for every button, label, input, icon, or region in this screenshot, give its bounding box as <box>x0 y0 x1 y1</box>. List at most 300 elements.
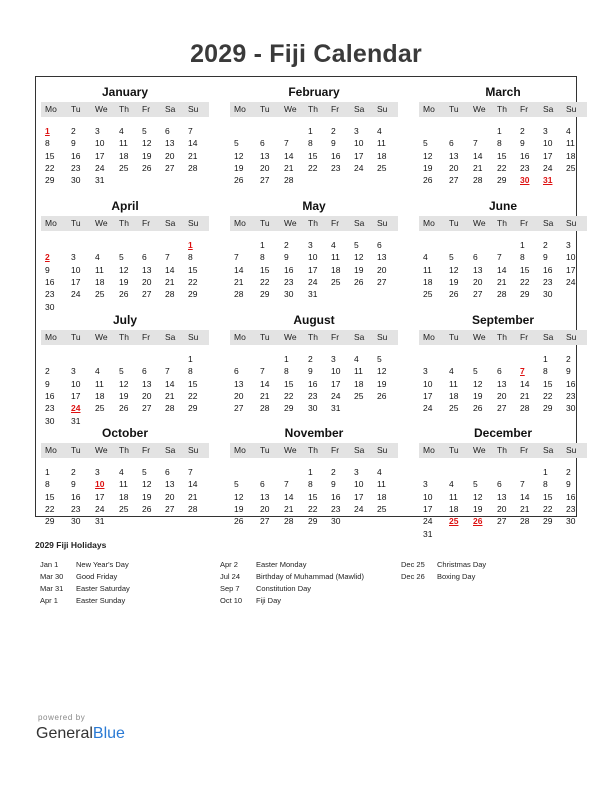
month-name: May <box>302 199 326 213</box>
day-cell: 5 <box>119 366 124 377</box>
day-cell: 15 <box>260 264 270 275</box>
weekday-label: Fr <box>520 445 529 455</box>
day-cell: 25 <box>423 289 433 300</box>
weekday-label: Tu <box>71 218 81 228</box>
month-may <box>230 199 398 309</box>
day-cell: 22 <box>45 162 55 173</box>
weekday-label: Fr <box>331 332 340 342</box>
day-cell: 12 <box>119 264 129 275</box>
day-cell: 23 <box>331 503 341 514</box>
day-cell: 12 <box>234 491 244 502</box>
day-cell: 11 <box>423 264 432 275</box>
weekday-label: We <box>284 445 297 455</box>
day-cell: 11 <box>449 378 458 389</box>
weekday-label: Th <box>308 332 318 342</box>
day-cell: 4 <box>119 126 124 136</box>
day-cell: 25 <box>119 503 129 514</box>
day-cell: 11 <box>377 479 386 490</box>
day-cell: 19 <box>354 264 364 275</box>
day-cell: 25 <box>95 403 105 414</box>
day-cell: 15 <box>543 378 553 389</box>
day-cell: 9 <box>284 252 289 263</box>
day-cell: 19 <box>142 491 152 502</box>
day-cell: 17 <box>354 150 364 161</box>
day-cell: 17 <box>308 264 318 275</box>
weekday-label: Tu <box>71 445 81 455</box>
day-cell: 16 <box>520 150 530 161</box>
weekday-label: We <box>95 104 108 114</box>
day-cell: 1 <box>543 467 548 477</box>
day-cell: 26 <box>423 175 433 186</box>
month-february <box>230 85 398 195</box>
weekday-label: We <box>473 218 486 228</box>
day-cell: 13 <box>234 378 244 389</box>
weekday-label: Fr <box>520 218 529 228</box>
day-cell: 28 <box>284 175 294 186</box>
day-cell: 5 <box>234 479 239 490</box>
weekday-label: Th <box>308 218 318 228</box>
weekday-label: Th <box>119 445 129 455</box>
day-cell: 16 <box>331 150 341 161</box>
day-cell: 11 <box>119 138 128 149</box>
day-cell: 26 <box>354 276 364 287</box>
day-cell: 25 <box>95 289 105 300</box>
day-cell: 23 <box>566 503 576 514</box>
day-cell: 31 <box>95 175 105 186</box>
day-cell: 27 <box>377 276 387 287</box>
weekday-label: Sa <box>543 445 554 455</box>
day-cell: 22 <box>260 276 270 287</box>
month-name: February <box>288 85 340 99</box>
day-cell: 2 <box>566 467 571 477</box>
day-cell: 11 <box>354 366 363 377</box>
day-cell: 10 <box>566 252 576 263</box>
day-cell: 21 <box>234 276 244 287</box>
day-cell: 2 <box>71 467 76 477</box>
month-december <box>419 426 587 539</box>
holiday-date: Sep 7 <box>220 584 240 593</box>
day-cell: 25 <box>331 276 341 287</box>
weekday-label: Sa <box>354 218 365 228</box>
weekday-header-row <box>230 216 398 231</box>
weekday-label: Su <box>566 218 577 228</box>
day-cell: 30 <box>284 289 294 300</box>
day-cell: 7 <box>284 138 289 149</box>
day-cell: 18 <box>119 491 129 502</box>
day-cell: 9 <box>71 479 76 490</box>
day-cell: 10 <box>95 138 105 149</box>
day-cell: 18 <box>119 150 129 161</box>
day-cell: 12 <box>449 264 459 275</box>
day-cell: 17 <box>566 264 576 275</box>
day-cell: 29 <box>520 289 530 300</box>
day-cell: 16 <box>45 276 55 287</box>
holiday-name: Constitution Day <box>256 584 312 593</box>
day-cell: 8 <box>543 479 548 490</box>
day-cell: 21 <box>284 503 294 514</box>
day-cell: 11 <box>566 138 575 149</box>
day-cell: 15 <box>188 264 198 275</box>
day-cell: 9 <box>331 138 336 149</box>
day-cell: 19 <box>119 390 129 401</box>
day-cell: 14 <box>284 491 294 502</box>
weekday-label: We <box>95 445 108 455</box>
day-cell: 4 <box>377 467 382 477</box>
day-cell: 17 <box>71 276 81 287</box>
weekday-label: Mo <box>423 445 435 455</box>
day-cell: 3 <box>354 467 359 477</box>
day-cell: 27 <box>165 503 175 514</box>
day-cell: 7 <box>260 366 265 377</box>
day-cell: 8 <box>45 138 50 149</box>
month-september <box>419 313 587 423</box>
day-cell: 3 <box>71 252 76 263</box>
day-cell: 3 <box>71 366 76 377</box>
day-cell: 18 <box>95 390 105 401</box>
day-cell: 18 <box>377 150 387 161</box>
holiday-date: Jan 1 <box>40 560 59 569</box>
day-cell: 20 <box>165 491 175 502</box>
day-cell: 28 <box>520 403 530 414</box>
day-cell: 26 <box>377 390 387 401</box>
brand-general-text: General <box>36 725 93 742</box>
weekday-header-row <box>41 330 209 345</box>
weekday-label: Th <box>497 218 507 228</box>
day-cell: 30 <box>71 516 81 527</box>
day-cell: 16 <box>45 390 55 401</box>
day-cell: 12 <box>234 150 244 161</box>
day-cell: 30 <box>566 516 576 527</box>
month-name: January <box>101 85 149 99</box>
weekday-label: Fr <box>142 218 151 228</box>
day-cell: 23 <box>566 390 576 401</box>
day-cell: 24 <box>331 390 341 401</box>
day-cell: 30 <box>45 415 55 426</box>
day-cell: 2 <box>71 126 76 136</box>
day-cell: 5 <box>354 240 359 250</box>
day-cell: 26 <box>473 403 483 414</box>
weekday-label: Sa <box>354 332 365 342</box>
day-cell: 25 <box>354 390 364 401</box>
day-cell: 25 <box>119 162 129 173</box>
day-cell: 19 <box>473 503 483 514</box>
weekday-header-row <box>419 443 587 458</box>
day-cell: 21 <box>188 150 198 161</box>
weekday-label: Mo <box>234 332 246 342</box>
day-cell: 29 <box>497 175 507 186</box>
day-cell: 8 <box>497 138 502 149</box>
day-cell: 18 <box>423 276 433 287</box>
day-cell: 13 <box>473 264 483 275</box>
day-cell: 26 <box>142 162 152 173</box>
day-cell: 21 <box>188 491 198 502</box>
day-cell: 15 <box>45 150 55 161</box>
day-cell: 27 <box>449 175 459 186</box>
day-cell: 23 <box>331 162 341 173</box>
weekday-label: Su <box>566 104 577 114</box>
day-cell: 26 <box>119 289 129 300</box>
day-cell: 19 <box>234 162 244 173</box>
day-cell: 20 <box>497 390 507 401</box>
day-cell: 10 <box>543 138 553 149</box>
day-cell: 17 <box>331 378 341 389</box>
holiday-name: Good Friday <box>76 572 118 581</box>
weekday-label: Tu <box>449 332 459 342</box>
day-cell: 18 <box>566 150 576 161</box>
day-cell: 16 <box>284 264 294 275</box>
day-cell: 28 <box>260 403 270 414</box>
day-cell: 3 <box>354 126 359 136</box>
day-cell: 8 <box>188 252 193 263</box>
day-cell: 22 <box>543 390 553 401</box>
weekday-label: Mo <box>45 445 57 455</box>
weekday-label: Tu <box>71 104 81 114</box>
weekday-label: Th <box>308 104 318 114</box>
weekday-label: Fr <box>142 445 151 455</box>
calendar-grid <box>35 76 577 539</box>
day-cell: 8 <box>188 366 193 377</box>
day-cell: 5 <box>473 366 478 377</box>
day-cell: 22 <box>284 390 294 401</box>
day-cell: 12 <box>473 378 483 389</box>
day-cell: 21 <box>165 390 175 401</box>
weekday-label: We <box>473 445 486 455</box>
day-cell: 20 <box>260 162 270 173</box>
day-cell: 8 <box>543 366 548 377</box>
day-cell: 19 <box>377 378 387 389</box>
day-cell: 11 <box>119 479 128 490</box>
day-cell: 6 <box>473 252 478 263</box>
day-cell: 12 <box>142 138 152 149</box>
weekday-label: Th <box>497 332 507 342</box>
weekday-label: Th <box>119 104 129 114</box>
day-cell: 29 <box>543 403 553 414</box>
day-cell: 3 <box>543 126 548 136</box>
weekday-label: Fr <box>142 332 151 342</box>
day-cell: 28 <box>188 162 198 173</box>
holiday-day-cell: 30 <box>520 175 530 186</box>
day-cell: 13 <box>497 491 507 502</box>
day-cell: 28 <box>234 289 244 300</box>
holiday-name: Easter Saturday <box>76 584 130 593</box>
weekday-label: We <box>284 218 297 228</box>
month-october <box>41 426 209 536</box>
weekday-header-row <box>230 443 398 458</box>
holiday-date: Mar 31 <box>40 584 64 593</box>
day-cell: 16 <box>71 150 81 161</box>
weekday-label: Fr <box>331 104 340 114</box>
day-cell: 20 <box>473 276 483 287</box>
holiday-day-cell: 24 <box>71 403 81 414</box>
day-cell: 31 <box>95 516 105 527</box>
day-cell: 3 <box>308 240 313 250</box>
day-cell: 16 <box>566 491 576 502</box>
day-cell: 13 <box>260 491 270 502</box>
day-cell: 2 <box>566 354 571 364</box>
day-cell: 9 <box>308 366 313 377</box>
day-cell: 29 <box>45 516 55 527</box>
weekday-label: Th <box>497 445 507 455</box>
day-cell: 19 <box>142 150 152 161</box>
day-cell: 5 <box>473 479 478 490</box>
brand-blue-text: Blue <box>92 725 125 742</box>
day-cell: 14 <box>284 150 294 161</box>
day-cell: 24 <box>354 162 364 173</box>
day-cell: 5 <box>449 252 454 263</box>
day-cell: 8 <box>308 138 313 149</box>
weekday-label: We <box>95 218 108 228</box>
month-march <box>419 85 587 195</box>
day-cell: 13 <box>165 479 175 490</box>
day-cell: 6 <box>142 252 147 263</box>
day-cell: 17 <box>71 390 81 401</box>
day-cell: 14 <box>188 138 198 149</box>
day-cell: 15 <box>543 491 553 502</box>
day-cell: 19 <box>449 276 459 287</box>
day-cell: 27 <box>497 403 507 414</box>
day-cell: 30 <box>543 289 553 300</box>
day-cell: 7 <box>188 467 193 477</box>
day-cell: 13 <box>142 378 152 389</box>
day-cell: 20 <box>142 276 152 287</box>
day-cell: 20 <box>260 503 270 514</box>
day-cell: 2 <box>331 467 336 477</box>
day-cell: 22 <box>543 503 553 514</box>
day-cell: 25 <box>377 503 387 514</box>
brand-logo <box>36 725 125 743</box>
month-name: September <box>471 313 535 327</box>
day-cell: 10 <box>354 479 364 490</box>
page-title: 2029 - Fiji Calendar <box>190 40 422 68</box>
month-april <box>41 199 209 312</box>
day-cell: 11 <box>449 491 458 502</box>
weekday-label: Su <box>377 218 388 228</box>
day-cell: 29 <box>543 516 553 527</box>
day-cell: 20 <box>497 503 507 514</box>
holiday-name: Birthday of Muhammad (Mawlid) <box>256 572 364 581</box>
day-cell: 7 <box>520 479 525 490</box>
day-cell: 3 <box>331 354 336 364</box>
day-cell: 9 <box>45 264 50 275</box>
day-cell: 21 <box>165 276 175 287</box>
day-cell: 12 <box>119 378 129 389</box>
day-cell: 9 <box>566 479 571 490</box>
day-cell: 14 <box>520 491 530 502</box>
weekday-label: Su <box>377 445 388 455</box>
day-cell: 21 <box>284 162 294 173</box>
weekday-label: We <box>473 332 486 342</box>
day-cell: 15 <box>308 150 318 161</box>
weekday-label: Sa <box>165 218 176 228</box>
weekday-header-row <box>41 443 209 458</box>
day-cell: 10 <box>423 378 433 389</box>
day-cell: 26 <box>234 175 244 186</box>
day-cell: 2 <box>543 240 548 250</box>
weekday-label: Th <box>308 445 318 455</box>
day-cell: 25 <box>377 162 387 173</box>
day-cell: 26 <box>119 403 129 414</box>
month-name: June <box>488 199 517 213</box>
day-cell: 29 <box>308 516 318 527</box>
day-cell: 24 <box>95 162 105 173</box>
day-cell: 19 <box>473 390 483 401</box>
weekday-label: Mo <box>45 104 57 114</box>
day-cell: 16 <box>71 491 81 502</box>
day-cell: 20 <box>142 390 152 401</box>
day-cell: 17 <box>423 503 433 514</box>
day-cell: 7 <box>473 138 478 149</box>
weekday-label: Sa <box>354 104 365 114</box>
weekday-header-row <box>419 216 587 231</box>
day-cell: 12 <box>423 150 433 161</box>
day-cell: 21 <box>497 276 507 287</box>
day-cell: 31 <box>331 403 341 414</box>
day-cell: 22 <box>188 276 198 287</box>
day-cell: 3 <box>95 467 100 477</box>
weekday-header-row <box>230 330 398 345</box>
day-cell: 6 <box>165 467 170 477</box>
day-cell: 15 <box>520 264 530 275</box>
weekday-label: Su <box>188 104 199 114</box>
day-cell: 14 <box>188 479 198 490</box>
holiday-day-cell: 31 <box>543 175 553 186</box>
weekday-label: Sa <box>543 218 554 228</box>
holiday-day-cell: 1 <box>188 240 193 250</box>
day-cell: 24 <box>71 289 81 300</box>
day-cell: 19 <box>234 503 244 514</box>
day-cell: 1 <box>188 354 193 364</box>
day-cell: 9 <box>71 138 76 149</box>
weekday-label: Fr <box>331 218 340 228</box>
day-cell: 11 <box>331 252 340 263</box>
day-cell: 28 <box>165 403 175 414</box>
day-cell: 16 <box>308 378 318 389</box>
day-cell: 11 <box>95 264 104 275</box>
day-cell: 13 <box>377 252 387 263</box>
day-cell: 30 <box>308 403 318 414</box>
month-june <box>419 199 587 309</box>
weekday-label: Su <box>377 332 388 342</box>
holiday-name: Boxing Day <box>437 572 476 581</box>
day-cell: 6 <box>377 240 382 250</box>
day-cell: 21 <box>520 503 530 514</box>
day-cell: 13 <box>449 150 459 161</box>
day-cell: 14 <box>165 378 175 389</box>
weekday-label: Fr <box>142 104 151 114</box>
day-cell: 3 <box>566 240 571 250</box>
weekday-header-row <box>41 216 209 231</box>
day-cell: 30 <box>45 301 55 312</box>
day-cell: 10 <box>423 491 433 502</box>
day-cell: 23 <box>45 289 55 300</box>
weekday-label: Mo <box>423 218 435 228</box>
weekday-label: We <box>284 332 297 342</box>
day-cell: 14 <box>473 150 483 161</box>
weekday-label: Su <box>566 445 577 455</box>
day-cell: 25 <box>566 162 576 173</box>
day-cell: 5 <box>423 138 428 149</box>
month-name: March <box>485 85 521 99</box>
weekday-label: Sa <box>543 104 554 114</box>
day-cell: 10 <box>71 378 81 389</box>
day-cell: 14 <box>165 264 175 275</box>
day-cell: 21 <box>520 390 530 401</box>
day-cell: 4 <box>423 252 428 263</box>
month-name: November <box>284 426 344 440</box>
weekday-label: Mo <box>234 445 246 455</box>
day-cell: 3 <box>95 126 100 136</box>
day-cell: 14 <box>234 264 244 275</box>
